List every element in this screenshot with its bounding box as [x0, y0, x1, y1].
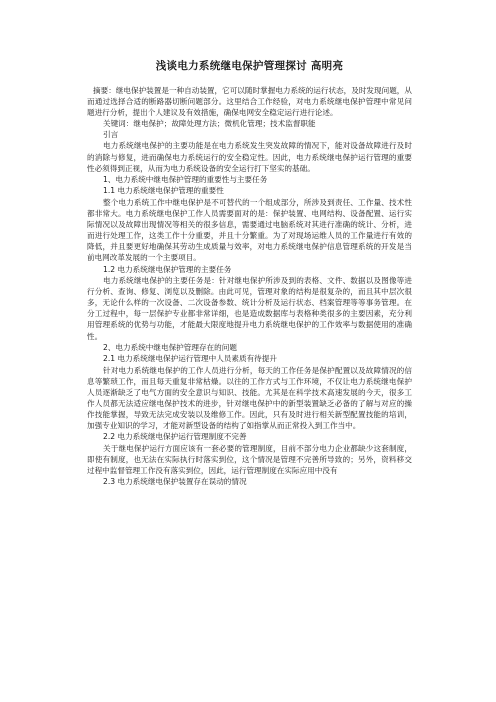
keywords: 关键词：继电保护；故障处理方法；微机化管理；技术监督职能	[103, 119, 316, 129]
section-1-1-heading: 1.1 电力系统继电保护管理的重要性	[103, 186, 224, 196]
section-2-1-paragraph: 针对电力系统继电保护的工作人员进行分析，每天的工作任务是保护配置以及故障情况的信息等繁琐工作，而且每天重复非常枯燥。以往的工作方式与工作环境，不仅让电力系统继电保护人员逐渐缺乏了电气方面的安全意识与知识、技能。尤其是在科学技术高速发展的今天，很多工作人员都无法适应继电保护技术的进步，针对继电保护中的新型装置缺乏必备的了解与对应的操作技能掌握，导致无法完成安装以及维修工作。因此，只有及时进行相关新型配置技能的培训，加强专业知识的学习，才能对新型设备的结构了如指掌从而正常投入到工作当中。	[87, 365, 412, 431]
intro-heading: 引言	[103, 130, 119, 140]
intro-paragraph: 电力系统继电保护的主要功能是在电力系统发生突发故障的情况下，能对设备故障进行及时的消除与修复，进而确保电力系统运行的安全稳定性。因此，电力系统继电保护运行管理的重要性必须得到正视，从而为电力系统设备的安全运行打下坚实的基础。	[87, 141, 412, 173]
section-2-1-heading: 2.1 电力系统继电保护运行管理中人员素质有待提升	[103, 354, 277, 364]
document-title: 浅谈电力系统继电保护管理探讨 高明亮	[155, 60, 344, 72]
section-1-2-heading: 1.2 电力系统继电保护管理的主要任务	[103, 264, 232, 274]
section-2-3-heading: 2.3 电力系统继电保护装置存在误动的情况	[103, 477, 247, 487]
section-1-1-paragraph: 整个电力系统工作中继电保护是不可替代的一个组成部分，所涉及到责任、工作量、技术性都非常大。电力系统继电保护工作人员需要面对的是：保护装置、电网结构、设备配置、运行实际情况以及故障出现情况等相关的很多信息，需要通过电脑系统对其进行准确的统计、分析，进而进行处理工作，这类工作十分重要，并且十分繁重。为了对现场运维人员的工作量进行有效的降低，并且要更好地确保其劳动生成质量与效率，对电力系统继电保护信息管理系统的开发是当前电网改革发展的一个主要项目。	[87, 197, 412, 263]
section-2-2-heading: 2.2 电力系统继电保护运行管理制度不完善	[103, 432, 247, 442]
section-1-heading: 1、电力系统中继电保护管理的重要性与主要任务	[103, 174, 268, 184]
section-2-heading: 2、电力系统中继电保护管理存在的问题	[103, 342, 237, 352]
section-1-2-paragraph: 电力系统继电保护的主要任务是：针对继电保护所涉及到的表格、文件、数据以及图像等进行分析、查询、修复、浏览以及删除。由此可见，管理对象的结构是很复杂的，而且其中层次很多，无论什么样的一次设备、二次设备参数、统计分析及运行状态、档案管理等等事务管理。在分工过程中，每一层保护专业都非常详细，也是造成数据库与表格种类很多的主要因素，充分利用管理系统的优势与功能，才能最大限度地提升电力系统继电保护的工作效率与数据使用的准确性。	[87, 276, 412, 341]
section-2-2-paragraph: 关于继电保护运行方面应该有一套必要的管理制度，目前不部分电力企业都缺少这套制度，即使有制度，也无法在实际执行时落实到位，这个情况是管理不完善所导致的；另外，资料移交过程中监督管理工作没有落实到位，因此，运行管理制度在实际应用中没有	[87, 444, 412, 476]
abstract: 摘要：继电保护装置是一种自动装置，它可以随时掌握电力系统的运行状态，及时发现问题，从而通过选择合适的断路器切断问题部分。这里结合工作经验，对电力系统继电保护管理中常见问题进行分析，提出个人建议及有效措施，确保电网安全稳定运行进行论述。	[87, 86, 412, 118]
